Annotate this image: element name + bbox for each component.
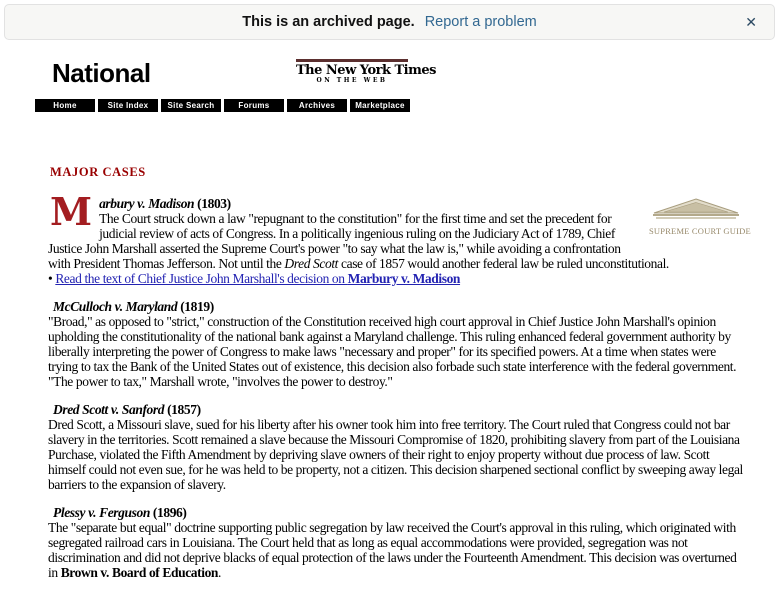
nav-site-index[interactable]: Site Index bbox=[98, 99, 158, 112]
case-mcculloch bbox=[48, 299, 743, 389]
supreme-court-guide-label: SUPREME COURT GUIDE bbox=[649, 226, 751, 236]
case-title-marbury: arbury v. Madison (1803) bbox=[99, 196, 231, 211]
report-problem-link[interactable]: Report a problem bbox=[424, 14, 537, 30]
case-text-mcculloch: "Broad," as opposed to "strict," construction of the Constitution received high court approval in Chief Justice John Marshall's opinion upholding the constitutionality of the national bank against a Maryland challenge. This ruling enhanced federal government authority by liberally interpreting the power of Congress to make laws "necessary and proper" for its specified powers. At a time when states were trying to tax the Bank of the United States out of existence, this decision also forbade such state interference with the federal government. "The power to tax," Marshall wrote, "involves the power to destroy." bbox=[48, 314, 737, 389]
close-icon[interactable]: ✕ bbox=[745, 14, 757, 30]
marbury-decision-link[interactable]: Read the text of Chief Justice John Marshall's decision on Marbury v. Madison bbox=[55, 271, 461, 286]
nav-forums[interactable]: Forums bbox=[224, 99, 284, 112]
archived-message: This is an archived page. bbox=[242, 14, 415, 30]
nav-marketplace[interactable]: Marketplace bbox=[350, 99, 410, 112]
masthead bbox=[52, 58, 779, 94]
case-title-dred-scott: Dred Scott v. Sanford (1857) bbox=[53, 402, 201, 417]
case-dred-scott bbox=[48, 402, 743, 492]
case-text-plessy: The "separate but equal" doctrine supporting public segregation by law received the Court's approval in this ruling, which originated with segregated railroad cars in Louisiana. The Court held that as long as equal accommodations were provided, segregation was not discrimination and did not deprive blacks of equal protection of the laws under the Fourteenth Amendment. This decision was overturned in Brown v. Board of Education. bbox=[48, 520, 737, 580]
case-title-plessy: Plessy v. Ferguson (1896) bbox=[53, 505, 187, 520]
article-body bbox=[48, 189, 751, 580]
archived-banner bbox=[4, 4, 775, 40]
nyt-logo-text: The New York Times bbox=[296, 63, 436, 78]
case-text-dred-scott: Dred Scott, a Missouri slave, sued for his liberty after his owner took him into free territory. The Court ruled that Congress could not bar slavery in the territories. Scott remained a slave because the Missouri Compromise of 1820, prohibiting slavery from part of the Louisiana Purchase, violated the Fifth Amendment by depriving slave owners of their right to enjoy property without due process of law. Scott himself could not even sue, for he was held to be property, not a citizen. This decision sharpened sectional conflict by sweeping away legal barriers to the expansion of slavery. bbox=[48, 417, 743, 492]
bullet: • bbox=[48, 271, 53, 286]
supreme-court-guide-promo[interactable] bbox=[649, 198, 751, 239]
nav-home[interactable]: Home bbox=[35, 99, 95, 112]
case-marbury bbox=[48, 189, 751, 286]
dropcap-m: M bbox=[50, 189, 93, 234]
nav-archives[interactable]: Archives bbox=[287, 99, 347, 112]
major-cases-heading: MAJOR CASES bbox=[50, 165, 146, 179]
nyt-logo-subtext: ON THE WEB bbox=[316, 77, 388, 84]
case-link-line bbox=[48, 271, 743, 286]
brown-v-board-bold: Brown v. Board of Education bbox=[60, 565, 219, 580]
nav-bar bbox=[35, 99, 779, 112]
dred-scott-italic: Dred Scott bbox=[284, 256, 339, 271]
nyt-logo[interactable] bbox=[296, 59, 436, 84]
case-title-mcculloch: McCulloch v. Maryland (1819) bbox=[53, 299, 214, 314]
nav-site-search[interactable]: Site Search bbox=[161, 99, 221, 112]
case-plessy bbox=[48, 505, 743, 580]
case-text-marbury: The Court struck down a law "repugnant to the constitution" for the first time and set the precedent for judicial review of acts of Congress. In a politically ingenious ruling on the Judiciary Act of 1789, Chief Justice John Marshall asserted the Supreme Court's power "to say what the law is," while avoiding a confrontation with President Thomas Jefferson. Not until the Dred Scott case of 1857 would another federal law be ruled unconstitutional. bbox=[48, 211, 669, 271]
page-title: National bbox=[52, 58, 151, 88]
pediment-icon bbox=[652, 198, 740, 220]
